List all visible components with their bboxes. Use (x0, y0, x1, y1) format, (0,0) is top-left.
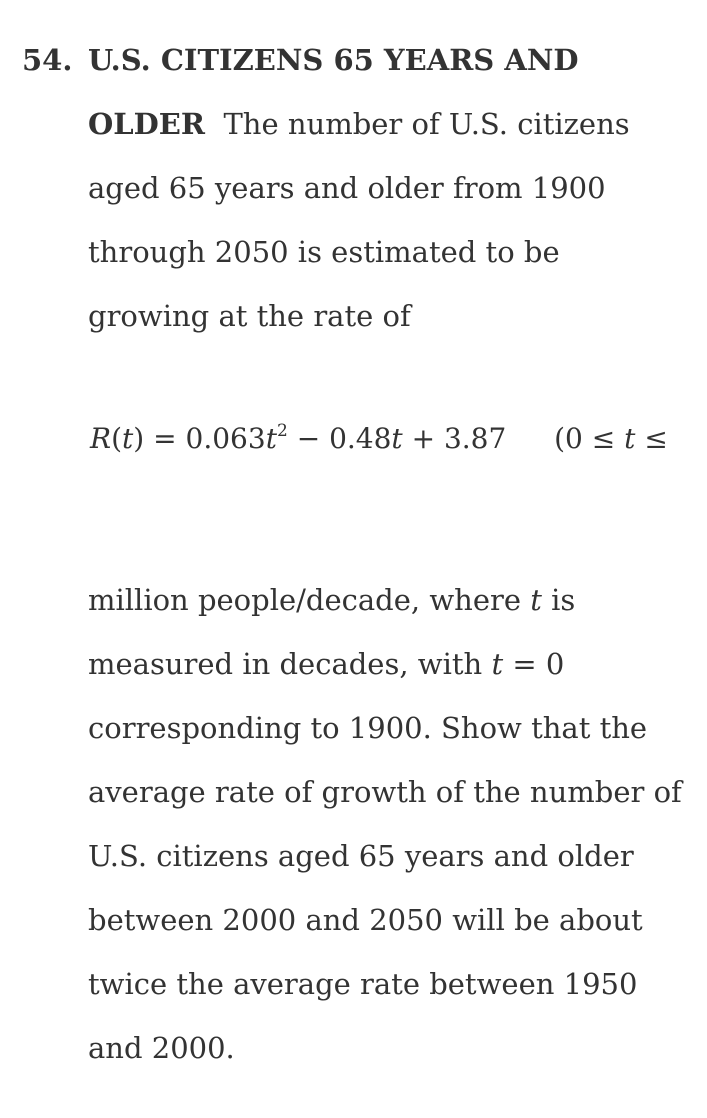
eq-equals: = (153, 422, 177, 455)
eq-coef-b: 0.48 (329, 422, 392, 455)
eq-var-a: t (265, 422, 277, 455)
problem-title-line2: OLDER (88, 107, 206, 141)
body-var-t: t (530, 583, 542, 617)
body-part1: million people/decade, where (88, 583, 522, 617)
eq-domain-var: t (624, 422, 636, 455)
eq-exp-a: 2 (276, 421, 288, 441)
eq-lhs: R (90, 422, 112, 455)
eq-op1: − (296, 422, 321, 455)
body-part3: corresponding to 1900. Show that the average rate of growth of the number of U.S. citizens aged 65 years and older between 2000 and 2050 will be about twice the average rate between 1950 and 2000. (88, 711, 682, 1065)
eq-le1: ≤ (591, 422, 616, 455)
eq-domain-open: (0 (554, 422, 583, 455)
eq-var-b: t (391, 422, 403, 455)
body-part2: is measured in decades, with (88, 583, 576, 681)
eq-lhs-arg: (t) (111, 422, 145, 455)
body-var-t2: t (491, 647, 504, 681)
growth-rate-equation (90, 414, 668, 464)
eq-coef-a: 0.063 (185, 422, 266, 455)
problem-intro-text: The number of U.S. citizens aged 65 years and older from 1900 through 2050 is estimated to be growing at the rate of (88, 107, 630, 333)
problem-body-paragraph (88, 568, 688, 1080)
problem-number: 54. (22, 43, 73, 77)
problem-title-line1: U.S. CITIZENS 65 YEARS AND (88, 43, 579, 77)
eq-op2: + (411, 422, 436, 455)
body-eq-zero: = 0 (512, 647, 565, 681)
eq-le2: ≤ (644, 422, 668, 455)
problem-intro-paragraph (88, 28, 688, 348)
eq-const: 3.87 (443, 422, 507, 455)
